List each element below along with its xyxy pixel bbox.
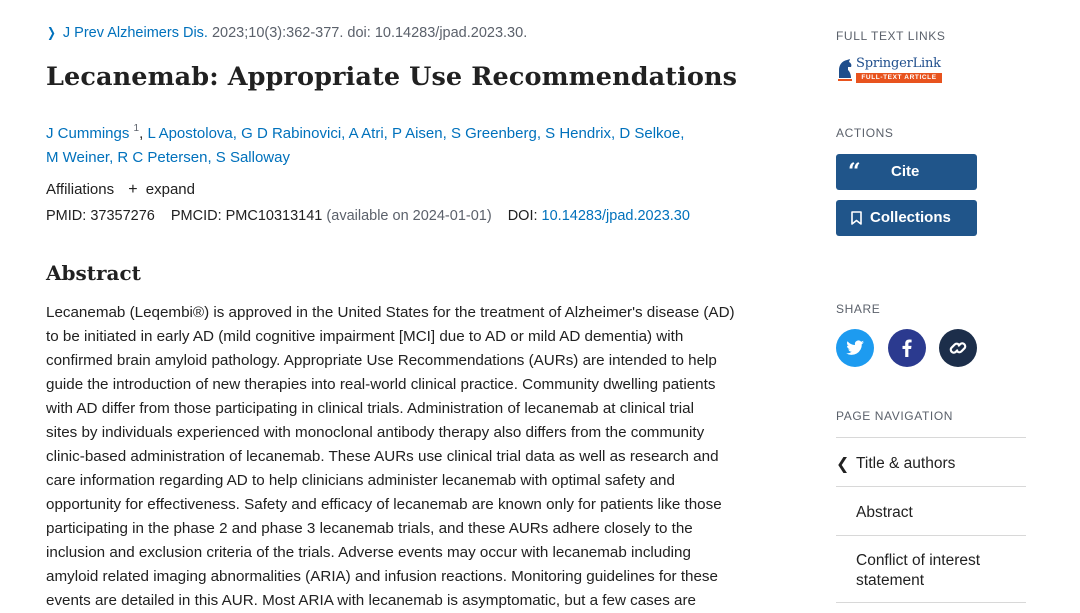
affiliations-label: Affiliations (46, 181, 115, 198)
cite-label: Cite (891, 163, 920, 180)
full-text-links-label: FULL TEXT LINKS (836, 29, 946, 43)
article-title: Lecanemab: Appropriate Use Recommendations (46, 62, 738, 92)
springer-tagline: FULL-TEXT ARTICLE (856, 73, 942, 83)
bookmark-icon (851, 200, 862, 239)
abstract-line: events are detailed in this AUR. Most ARIA with lecanemab is asymptomatic, but a few cases are (46, 592, 696, 609)
nav-item-title-authors[interactable] (836, 437, 1026, 486)
author-link[interactable]: J Cummings (46, 125, 130, 142)
abstract-line: Lecanemab (Leqembi®) is approved in the United States for the treatment of Alzheimer's disease (AD) (46, 304, 735, 321)
springer-name: SpringerLink (856, 56, 941, 71)
expand-label[interactable]: expand (145, 181, 195, 198)
abstract-text (46, 301, 776, 613)
twitter-icon (836, 329, 874, 367)
pmcid-value: PMC10313141 (225, 208, 323, 224)
facebook-icon (888, 329, 926, 367)
springerlink-button[interactable] (836, 56, 942, 84)
abstract-line: sites by individuals experienced with monoclonal antibody therapy also differs from the community (46, 424, 705, 441)
permalink-share-button[interactable] (939, 329, 977, 367)
link-icon (939, 329, 977, 367)
pmc-availability: (available on 2024-01-01) (326, 208, 492, 224)
plus-icon: + (128, 181, 138, 198)
citation-details: 2023;10(3):362-377. doi: 10.14283/jpad.2023.30. (211, 25, 528, 41)
twitter-share-button[interactable] (836, 329, 874, 367)
abstract-line: with AD differ from those participating in clinical trials. Administration of lecanemab at clinical trial (46, 400, 695, 417)
nav-item-abstract[interactable] (836, 486, 1026, 535)
nav-item-label (856, 551, 980, 591)
abstract-heading: Abstract (46, 261, 141, 285)
citation-line (46, 25, 527, 41)
nav-item-label-line2: statement (856, 572, 925, 589)
journal-link[interactable]: J Prev Alzheimers Dis. (62, 25, 208, 41)
author-links-line2[interactable]: M Weiner, R C Petersen, S Salloway (46, 149, 290, 166)
identifiers (46, 208, 690, 224)
chevron-right-icon[interactable]: ❯ (47, 25, 56, 40)
share-label: SHARE (836, 302, 881, 316)
chevron-left-icon: ❮ (836, 456, 850, 473)
abstract-line: amyloid related imaging abnormalities (ARIA) and infusion reactions. Monitoring guidelines for these (46, 568, 718, 585)
abstract-line: to be initiated in early AD (mild cognitive impairment [MCI] due to AD or mild AD dementia) with (46, 328, 684, 345)
authors-list (46, 118, 746, 170)
author-links-line1[interactable]: L Apostolova, G D Rabinovici, A Atri, P Aisen, S Greenberg, S Hendrix, D Selkoe, (147, 125, 685, 142)
nav-item-label: Abstract (856, 504, 913, 521)
nav-item-label: Title & authors (856, 455, 956, 472)
doi-link[interactable]: 10.14283/jpad.2023.30 (541, 208, 690, 224)
collections-label: Collections (870, 209, 951, 226)
quote-icon: “ (848, 159, 861, 185)
facebook-share-button[interactable] (888, 329, 926, 367)
affiliations-toggle[interactable] (46, 181, 195, 199)
affiliation-sup[interactable]: 1 (133, 123, 140, 134)
abstract-line: participating in the phase 2 and phase 3 lecanemab trials, and these AURs adhere closely to the (46, 520, 693, 537)
author-separator: , (139, 125, 148, 142)
pmid-value: 37357276 (90, 208, 155, 224)
pmcid-label: PMCID: (170, 208, 222, 224)
abstract-line: clinic-based administration of lecanemab. These AURs use clinical trial data as well as research and (46, 448, 719, 465)
doi-label: DOI: (507, 208, 538, 224)
nav-item-conflict-of-interest[interactable] (836, 535, 1026, 603)
nav-item-label-line1: Conflict of interest (856, 552, 981, 569)
abstract-line: guide the introduction of new therapies into real-world clinical practice. Community dwelling patients (46, 376, 716, 393)
cite-button[interactable] (836, 154, 977, 190)
abstract-line: confirmed brain amyloid pathology. Appropriate Use Recommendations (AURs) are intended to help (46, 352, 717, 369)
collections-button[interactable] (836, 200, 977, 236)
springer-horse-icon (836, 58, 854, 82)
abstract-line: care information regarding AD to help clinicians administer lecanemab with optimal safety and (46, 472, 675, 489)
abstract-line: opportunity for effectiveness. Safety and efficacy of lecanemab are known only for patients like those (46, 496, 722, 513)
pmid-label: PMID: (46, 208, 87, 224)
actions-label: ACTIONS (836, 126, 894, 140)
abstract-line: inclusion and exclusion criteria of the trials. Adverse events may occur with lecanemab including (46, 544, 691, 561)
page-navigation-label: PAGE NAVIGATION (836, 409, 954, 423)
